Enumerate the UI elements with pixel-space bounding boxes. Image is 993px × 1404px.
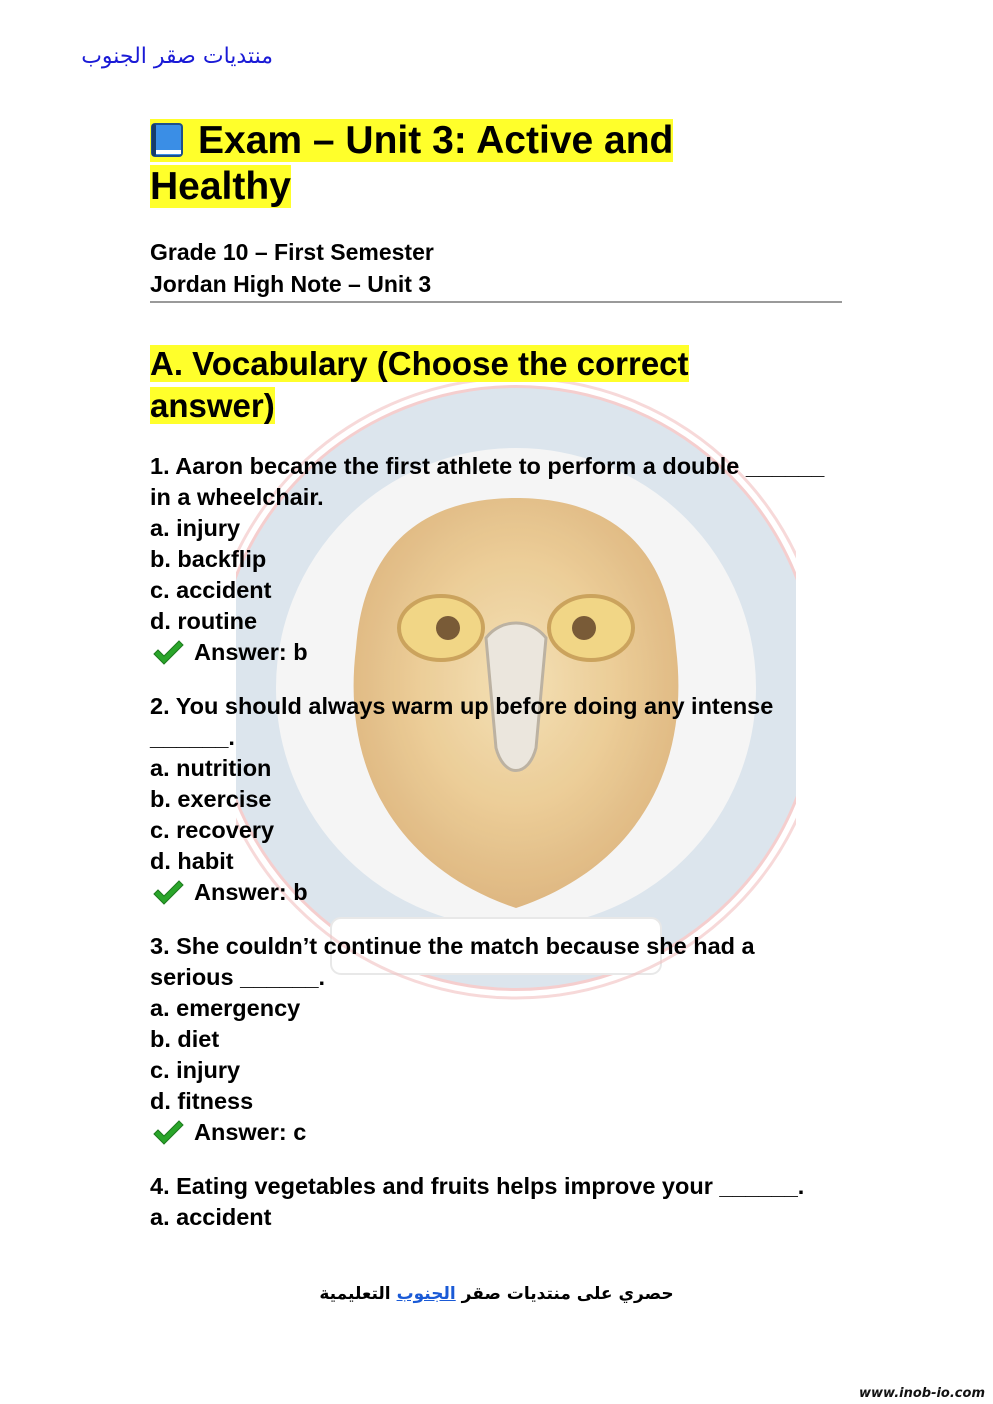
- question-4: [150, 1171, 842, 1233]
- question-text: 2. You should always warm up before doing any intense ______.: [150, 693, 774, 750]
- answer-line: [150, 637, 842, 668]
- section-a-title-text: A. Vocabulary (Choose the correct answer): [150, 345, 689, 424]
- question-text: 3. She couldn’t continue the match because she had a serious ______.: [150, 933, 755, 990]
- option-c: c. accident: [150, 577, 272, 603]
- exam-title-text: Exam – Unit 3: Active and Healthy: [150, 119, 674, 208]
- question-text: 4. Eating vegetables and fruits helps improve your ______.: [150, 1173, 805, 1199]
- option-d: d. routine: [150, 608, 258, 634]
- footer-text-after: التعليمية: [319, 1284, 397, 1304]
- option-a: a. injury: [150, 515, 241, 541]
- option-b: b. exercise: [150, 786, 272, 812]
- footer-link[interactable]: الجنوب: [396, 1284, 456, 1304]
- answer-text: Answer: b: [194, 639, 308, 665]
- exam-title-highlight: [150, 119, 673, 208]
- question-3: [150, 931, 842, 1148]
- option-a: a. emergency: [150, 995, 301, 1021]
- green-check-icon: [152, 639, 184, 667]
- option-a: a. accident: [150, 1204, 272, 1230]
- option-c: c. recovery: [150, 817, 275, 843]
- blue-book-icon: [150, 122, 184, 158]
- answer-line: [150, 1117, 842, 1148]
- answer-line: [150, 877, 842, 908]
- course-unit-line: Jordan High Note – Unit 3: [150, 271, 432, 297]
- green-check-icon: [152, 1119, 184, 1147]
- question-2: [150, 691, 842, 908]
- option-a: a. nutrition: [150, 755, 272, 781]
- footer-credit: [0, 1284, 993, 1304]
- question-text: 1. Aaron became the first athlete to perform a double ______ in a wheelchair.: [150, 453, 825, 510]
- exam-meta: [150, 236, 842, 300]
- question-1: [150, 451, 842, 668]
- question-list: [150, 451, 842, 1233]
- answer-text: Answer: c: [194, 1119, 307, 1145]
- option-d: d. fitness: [150, 1088, 254, 1114]
- exam-content: [150, 118, 842, 1256]
- option-c: c. injury: [150, 1057, 241, 1083]
- horizontal-divider: [150, 301, 842, 303]
- option-b: b. backflip: [150, 546, 267, 572]
- exam-title: [150, 118, 730, 210]
- option-b: b. diet: [150, 1026, 220, 1052]
- green-check-icon: [152, 879, 184, 907]
- grade-semester-line: Grade 10 – First Semester: [150, 239, 434, 265]
- section-a-title: [150, 343, 775, 427]
- answer-text: Answer: b: [194, 879, 308, 905]
- forum-header-text: منتديات صقر الجنوب: [81, 44, 273, 69]
- option-d: d. habit: [150, 848, 234, 874]
- site-url: www.inob-io.com: [859, 1386, 985, 1401]
- footer-text-before: حصري على منتديات صقر: [455, 1284, 674, 1304]
